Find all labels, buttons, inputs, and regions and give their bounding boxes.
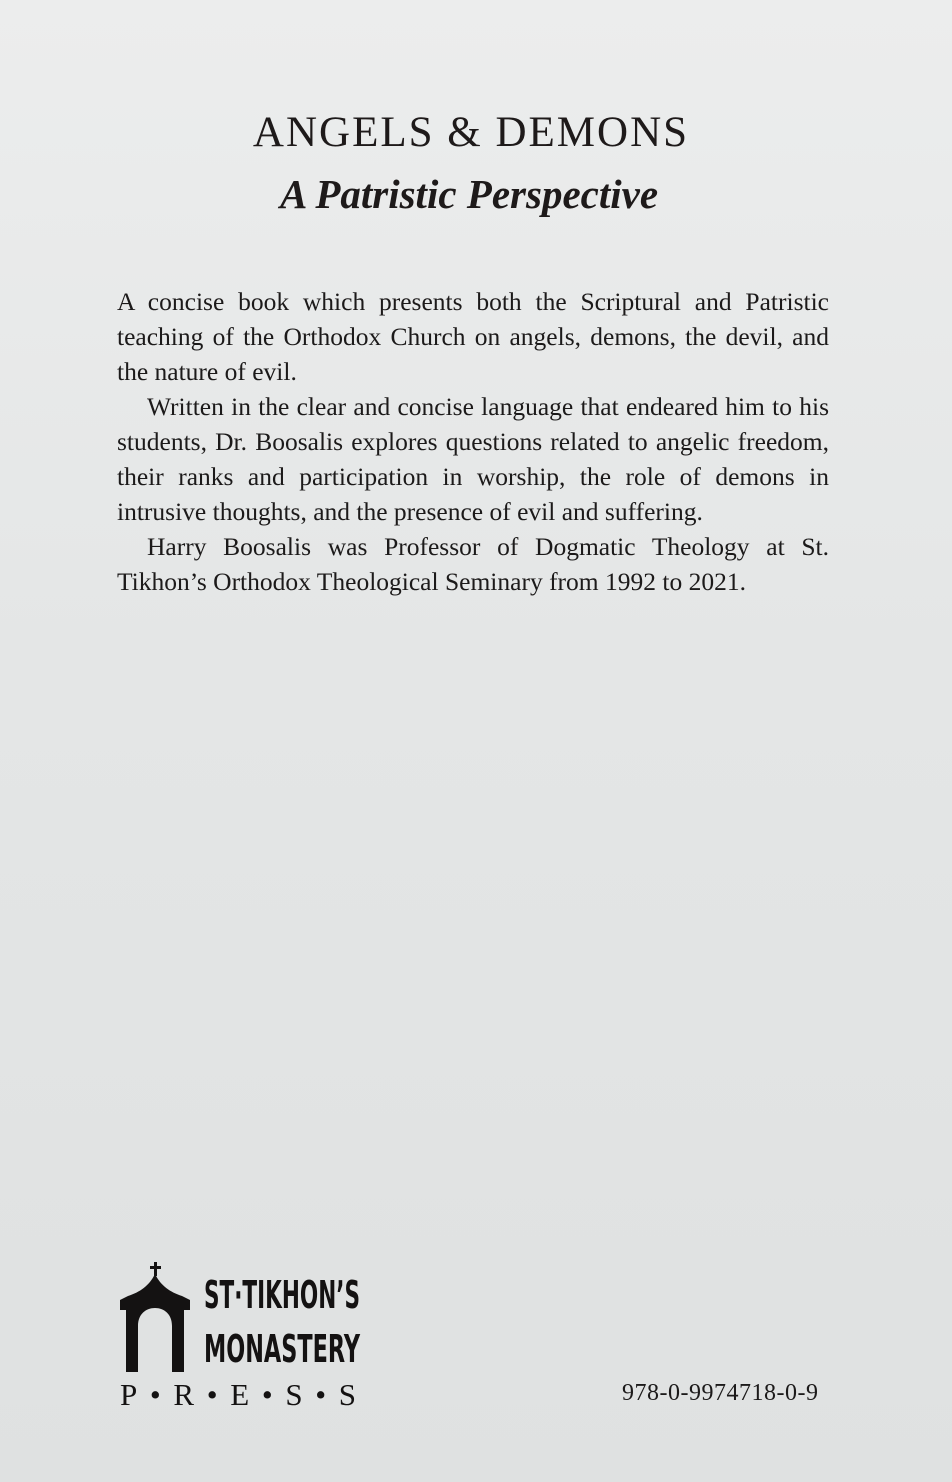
book-subtitle: A Patristic Perspective	[279, 171, 659, 217]
publisher-logo	[118, 1262, 368, 1412]
publisher-name-line2: MONASTERY	[204, 1327, 361, 1371]
blurb-paragraph: A concise book which presents both the Scriptural and Patristic teaching of the Orthodox Church on angels, demons, the devil, and the nature of evil.	[117, 287, 829, 386]
blurb-paragraph: Written in the clear and concise language that endeared him to his students, Dr. Boosalis explores questions related to angelic freedom, their ranks and participation in worship, the role of demons in intrusive thoughts, and the presence of evil and suffering.	[117, 392, 829, 526]
church-dome-icon	[120, 1262, 190, 1372]
publisher-press-label: P•R•E•S•S	[120, 1377, 356, 1412]
publisher-logo-mark	[118, 1262, 368, 1372]
book-title: ANGELS & DEMONS	[252, 109, 690, 156]
blurb-paragraph: Harry Boosalis was Professor of Dogmatic Theology at St. Tikhon’s Orthodox Theological Seminary from 1992 to 2021.	[117, 532, 829, 596]
publisher-name-line1: ST·TIKHON’S	[204, 1273, 360, 1317]
blurb	[117, 284, 829, 599]
isbn: 978-0-9974718-0-9	[622, 1380, 819, 1406]
publisher-logo-press	[118, 1376, 368, 1412]
